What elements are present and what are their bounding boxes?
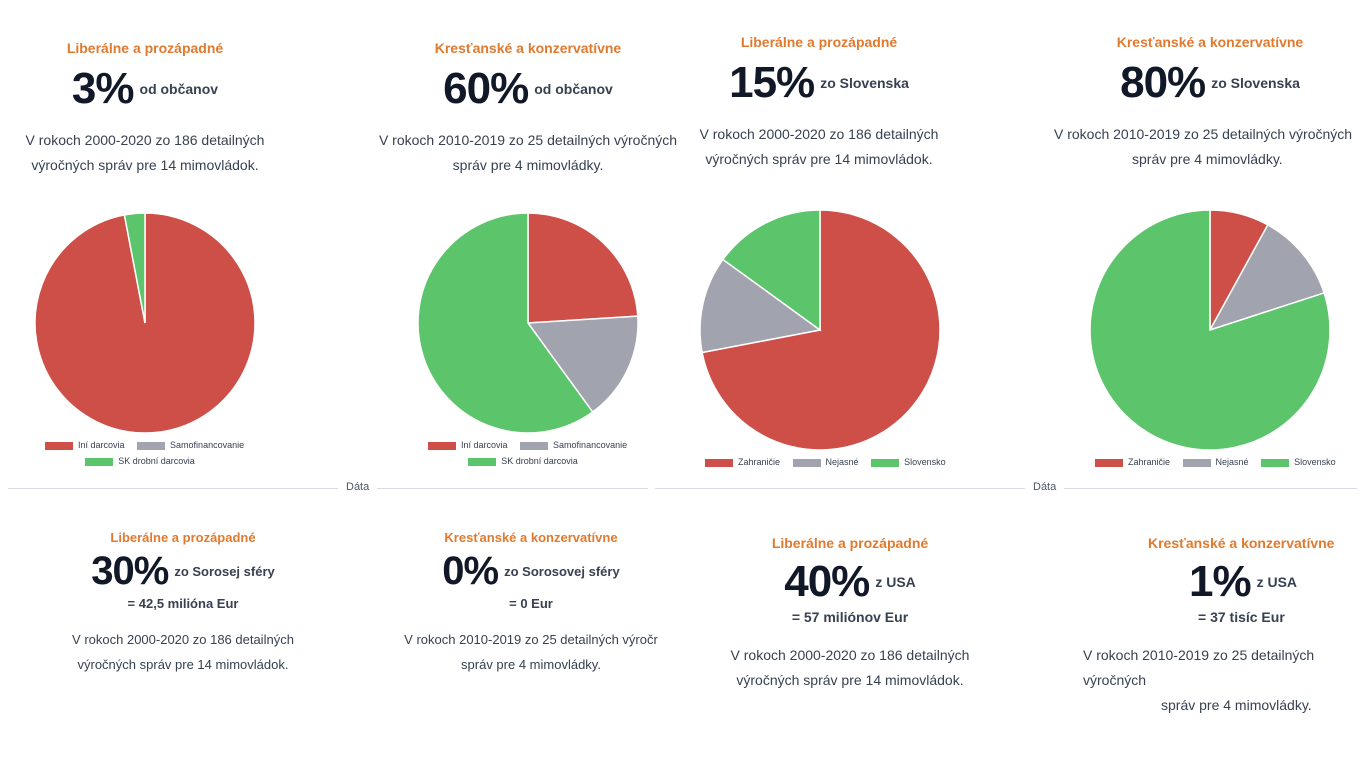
percent-unit: z USA [1256, 574, 1298, 590]
legend-swatch [1183, 459, 1211, 467]
card-heading: Liberálne a prozápadné [110, 530, 256, 545]
divider-label-left: Dáta [338, 481, 377, 493]
card-description: V rokoch 2010-2019 zo 25 detailných výročr správ pre 4 mimovládky. [404, 632, 658, 672]
legend-item: Iní darcovia [428, 440, 508, 450]
card-heading: Liberálne a prozápadné [740, 34, 898, 50]
percent-unit: zo Slovenska [820, 75, 909, 91]
legend-swatch [428, 442, 456, 450]
legend-item: Slovensko [1261, 457, 1336, 467]
legend-swatch [45, 442, 73, 450]
percent-value: 15% [729, 58, 815, 107]
bottom-card-2 [386, 530, 676, 677]
pie-legend-2 [428, 440, 628, 472]
legend-swatch [705, 459, 733, 467]
legend-item: Nejasné [793, 457, 859, 467]
percent-unit: zo Sorosej sféry [174, 564, 275, 579]
legend-item: Nejasné [1183, 457, 1249, 467]
pie-legend-3 [705, 457, 945, 473]
legend-item: Samofinancovanie [137, 440, 244, 450]
card-description: V rokoch 2010-2019 zo 25 detailných výročných správ pre 4 mimovládky. [1054, 126, 1353, 167]
section-divider-left [8, 488, 648, 489]
pie-legend-1 [45, 440, 245, 472]
percent-unit: z USA [875, 574, 916, 590]
percent-unit: od občanov [139, 81, 219, 97]
bottom-card-4 [1083, 535, 1365, 718]
card-heading: Kresťanské a konzervatívne [1116, 34, 1304, 50]
amount-equals: = 57 miliónov Eur [791, 609, 909, 625]
legend-swatch [85, 458, 113, 466]
amount-equals: = 37 tisíc Eur [1198, 609, 1285, 625]
legend-swatch [1261, 459, 1289, 467]
amount-equals: = 42,5 milióna Eur [127, 596, 239, 611]
section-divider-right [655, 488, 1357, 489]
card-heading: Kresťanské a konzervatívne [444, 530, 618, 545]
legend-swatch [137, 442, 165, 450]
bottom-card-1 [38, 530, 328, 677]
amount-equals: = 0 Eur [509, 596, 553, 611]
legend-item: Slovensko [871, 457, 946, 467]
card-description: V rokoch 2000-2020 zo 186 detailných výročných správ pre 14 mimovládok. [72, 632, 294, 672]
percent-value: 40% [784, 557, 870, 606]
card-heading: Kresťanské a konzervatívne [434, 40, 622, 56]
legend-item: Samofinancovanie [520, 440, 627, 450]
percent-unit: od občanov [534, 81, 613, 97]
card-description: V rokoch 2010-2019 zo 25 detailných výročných správ pre 4 mimovládky. [1083, 647, 1315, 713]
card-description: V rokoch 2010-2019 zo 25 detailných výročných správ pre 4 mimovládky. [378, 132, 678, 173]
percent-value: 1% [1189, 557, 1251, 606]
divider-label-right: Dáta [1025, 481, 1064, 493]
pie-legend-4 [1095, 457, 1335, 473]
percent-value: 0% [442, 549, 499, 593]
legend-item: Zahraničie [1095, 457, 1170, 467]
card-heading: Liberálne a prozápadné [66, 40, 224, 56]
percent-value: 30% [91, 549, 169, 593]
percent-value: 3% [71, 64, 134, 113]
legend-swatch [871, 459, 899, 467]
legend-swatch [520, 442, 548, 450]
percent-value: 60% [443, 64, 529, 113]
legend-item: SK drobní darcovia [468, 456, 578, 466]
card-description: V rokoch 2000-2020 zo 186 detailných výročných správ pre 14 mimovládok. [25, 132, 265, 173]
card-heading: Kresťanské a konzervatívne [1148, 535, 1335, 551]
bottom-card-3 [700, 535, 1000, 693]
percent-value: 80% [1120, 58, 1206, 107]
percent-unit: zo Slovenska [1211, 75, 1300, 91]
legend-swatch [1095, 459, 1123, 467]
legend-item: SK drobní darcovia [85, 456, 195, 466]
legend-item: Iní darcovia [45, 440, 125, 450]
legend-swatch [468, 458, 496, 466]
legend-item: Zahraničie [705, 457, 780, 467]
percent-unit: zo Sorosovej sféry [504, 564, 620, 579]
card-heading: Liberálne a prozápadné [771, 535, 929, 551]
card-description: V rokoch 2000-2020 zo 186 detailných výročných správ pre 14 mimovládok. [699, 126, 939, 167]
legend-swatch [793, 459, 821, 467]
card-description: V rokoch 2000-2020 zo 186 detailných výročných správ pre 14 mimovládok. [730, 647, 970, 688]
